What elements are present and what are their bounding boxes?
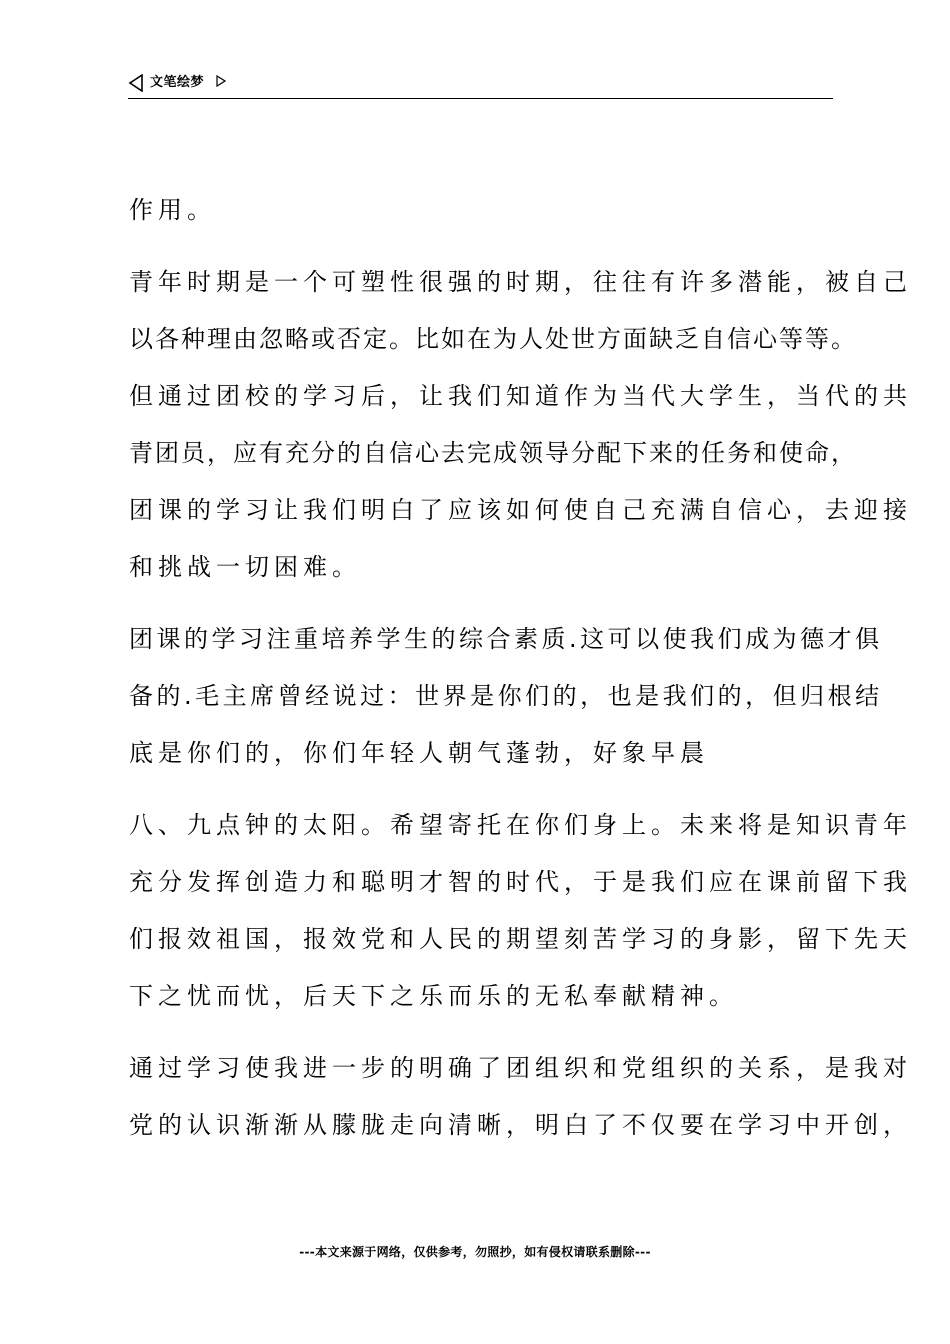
paragraph-2 — [129, 254, 912, 596]
text-line: 团课的学习注重培养学生的综合素质.这可以使我们成为德才俱 — [129, 625, 883, 653]
text-line: 通过学习使我进一步的明确了团组织和党组织的关系，是我对 — [129, 1054, 912, 1082]
paragraph-1 — [129, 182, 839, 239]
header-title: 文笔绘梦 — [150, 75, 205, 90]
page-header — [128, 70, 833, 99]
triangle-right-icon — [216, 75, 226, 87]
text-line: 们报效祖国，报效党和人民的期望刻苦学习的身影，留下先天 — [129, 925, 912, 953]
text-line: 党的认识渐渐从朦胧走向清晰，明白了不仅要在学习中开创， — [129, 1111, 912, 1139]
paragraph-3 — [129, 611, 883, 782]
paragraph-4 — [129, 797, 912, 1025]
text-line: 青年时期是一个可塑性很强的时期，往往有许多潜能，被自己 — [129, 268, 912, 296]
text-line: 备的.毛主席曾经说过：世界是你们的，也是我们的，但归根结 — [129, 682, 883, 710]
triangle-left-icon — [128, 74, 144, 92]
text-line: 青团员，应有充分的自信心去完成领导分配下来的任务和使命， — [129, 439, 857, 467]
paragraph-5 — [129, 1040, 912, 1154]
text-line: 充分发挥创造力和聪明才智的时代，于是我们应在课前留下我 — [129, 868, 912, 896]
document-body — [129, 182, 912, 1169]
text-line: 以各种理由忽略或否定。比如在为人处世方面缺乏自信心等等。 — [129, 325, 857, 353]
text-line: 但通过团校的学习后，让我们知道作为当代大学生，当代的共 — [129, 382, 912, 410]
text-line: 和挑战一切困难。 — [129, 553, 361, 581]
text-line: 底是你们的，你们年轻人朝气蓬勃，好象早晨 — [129, 739, 709, 767]
text-line: 八、九点钟的太阳。希望寄托在你们身上。未来将是知识青年 — [129, 811, 912, 839]
text-line: 作用。 — [129, 196, 216, 224]
text-line: 下之忧而忧，后天下之乐而乐的无私奉献精神。 — [129, 982, 738, 1010]
text-line: 团课的学习让我们明白了应该如何使自己充满自信心，去迎接 — [129, 496, 912, 524]
page-footer: ---本文来源于网络，仅供参考，勿照抄，如有侵权请联系删除--- — [299, 1245, 651, 1259]
